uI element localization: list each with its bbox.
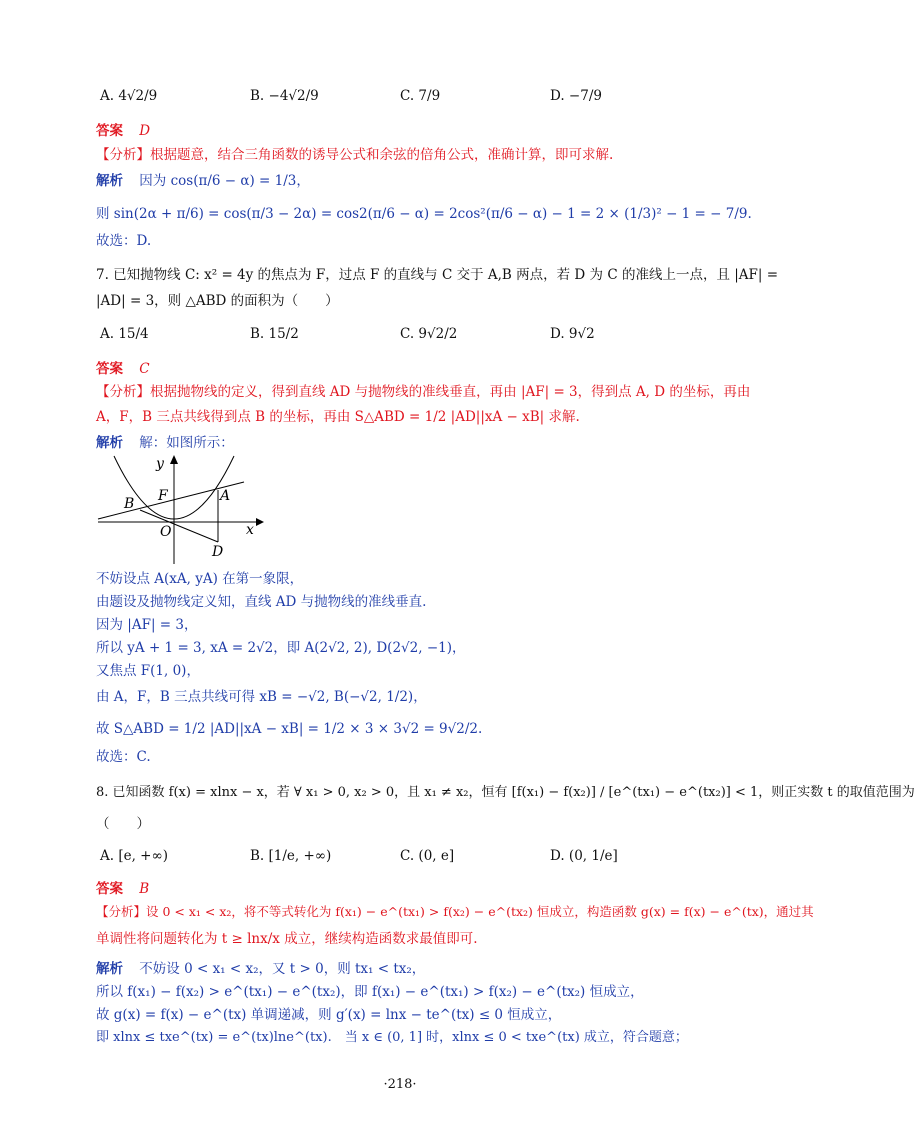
x-axis-arrow — [256, 518, 264, 526]
q8-analysis-1: 【分析】设 0 < x₁ < x₂，将不等式转化为 f(x₁) − e^(tx₁) > f(x₂) − e^(tx₂) 恒成立，构造函数 g(x) = f(x) − e^(tx)，通过其 — [96, 904, 814, 919]
y-axis-arrow — [170, 455, 178, 464]
option-d: D. −7/9 — [550, 88, 602, 104]
q6-solution-3: 故选：D. — [96, 233, 152, 249]
q7-option-a: A. 15/4 — [100, 326, 149, 342]
q8-answer-row — [96, 880, 149, 898]
q8-option-c: C. (0, e] — [400, 848, 455, 864]
q7-solution-line: 故 S△ABD = 1/2 |AD||xA − xB| = 1/2 × 3 × 3√2 = 9√2/2. — [96, 721, 483, 737]
q8-solution-line: 故 g(x) = f(x) − e^(tx) 单调递减，则 g′(x) = lnx − te^(tx) ≤ 0 恒成立， — [96, 1007, 562, 1023]
q8-stem-1: 8. 已知函数 f(x) = xlnx − x，若 ∀ x₁ > 0, x₂ > 0，且 x₁ ≠ x₂，恒有 [f(x₁) − f(x₂)] / [e^(tx₁) − e^(tx₂)] < 1，则正实数 t 的取值范围为 — [96, 785, 915, 800]
q7-analysis-2: A，F，B 三点共线得到点 B 的坐标，再由 S△ABD = 1/2 |AD||xA − xB| 求解. — [96, 409, 580, 425]
q6-answer-row — [96, 122, 150, 140]
q8-analysis-2: 单调性将问题转化为 t ≥ lnx/x 成立，继续构造函数求最值即可. — [96, 931, 478, 947]
parabola-figure — [96, 452, 266, 568]
q8-option-b: B. [1/e, +∞) — [250, 848, 332, 864]
q7-option-b: B. 15/2 — [250, 326, 299, 342]
point-b: B — [124, 496, 135, 512]
q7-solution-line: 由题设及抛物线定义知，直线 AD 与抛物线的准线垂直. — [96, 594, 427, 610]
solution-label: 解析 — [96, 961, 123, 977]
segment-bd — [140, 510, 218, 542]
q8-stem-2: （ ） — [96, 816, 150, 832]
q7-solution-line: 不妨设点 A(xA, yA) 在第一象限， — [96, 571, 304, 587]
q7-answer: C — [139, 361, 150, 377]
q7-option-c: C. 9√2/2 — [400, 326, 458, 342]
answer-label: 答案 — [96, 361, 123, 377]
q7-solution-intro-text: 解：如图所示： — [139, 435, 234, 451]
solution-label: 解析 — [96, 173, 123, 189]
q8-option-d: D. (0, 1/e] — [550, 848, 618, 864]
option-a: A. 4√2/9 — [100, 88, 158, 104]
q6-answer: D — [139, 123, 151, 139]
solution-label: 解析 — [96, 435, 123, 451]
point-a: A — [220, 488, 231, 504]
q7-analysis-1: 【分析】根据抛物线的定义，得到直线 AD 与抛物线的准线垂直，再由 |AF| = 3，得到点 A, D 的坐标，再由 — [96, 384, 751, 400]
q7-solution-line: 因为 |AF| = 3， — [96, 617, 198, 633]
option-b: B. −4√2/9 — [250, 88, 319, 104]
q8-solution-text-1: 不妨设 0 < x₁ < x₂，又 t > 0，则 tx₁ < tx₂， — [139, 961, 426, 977]
answer-label: 答案 — [96, 881, 123, 897]
q7-answer-row — [96, 360, 150, 378]
q7-option-d: D. 9√2 — [550, 326, 595, 342]
q8-option-a: A. [e, +∞) — [100, 848, 168, 864]
q7-solution-intro — [96, 434, 234, 452]
point-o: O — [160, 524, 172, 540]
q6-analysis: 【分析】根据题意，结合三角函数的诱导公式和余弦的倍角公式，准确计算，即可求解. — [96, 147, 614, 163]
q6-solution-text-1: 因为 cos(π/6 − α) = 1/3， — [139, 173, 310, 189]
q7-solution-line: 由 A，F，B 三点共线可得 xB = −√2, B(−√2, 1/2)， — [96, 689, 427, 705]
point-f: F — [158, 488, 168, 504]
q6-solution-1 — [96, 172, 310, 190]
option-c: C. 7/9 — [400, 88, 441, 104]
q8-solution-line: 即 xlnx ≤ txe^(tx) = e^(tx)lne^(tx). 当 x ∈ (0, 1] 时，xlnx ≤ 0 < txe^(tx) 成立，符合题意； — [96, 1030, 688, 1045]
q8-answer: B — [139, 881, 150, 897]
y-label: y — [156, 456, 164, 472]
q6-solution-2: 则 sin(2α + π/6) = cos(π/3 − 2α) = cos2(π/6 − α) = 2cos²(π/6 − α) − 1 = 2 × (1/3)² − 1 = − 7/9. — [96, 206, 752, 222]
point-d: D — [212, 544, 224, 560]
q7-stem-1: 7. 已知抛物线 C: x² = 4y 的焦点为 F，过点 F 的直线与 C 交于 A,B 两点，若 D 为 C 的准线上一点，且 |AF| = — [96, 267, 779, 283]
q7-stem-2: |AD| = 3，则 △ABD 的面积为（ ） — [96, 293, 339, 309]
answer-label: 答案 — [96, 123, 123, 139]
x-label: x — [246, 522, 254, 538]
page-number: ·218· — [383, 1077, 417, 1092]
q7-solution-line: 故选：C. — [96, 749, 151, 765]
q7-solution-line: 又焦点 F(1, 0)， — [96, 663, 200, 679]
q8-solution-line: 所以 f(x₁) − f(x₂) > e^(tx₁) − e^(tx₂)，即 f(x₁) − e^(tx₁) > f(x₂) − e^(tx₂) 恒成立， — [96, 984, 644, 1000]
q7-solution-line: 所以 yA + 1 = 3, xA = 2√2，即 A(2√2, 2), D(2√2, −1)， — [96, 640, 466, 656]
q8-solution-1 — [96, 960, 425, 978]
